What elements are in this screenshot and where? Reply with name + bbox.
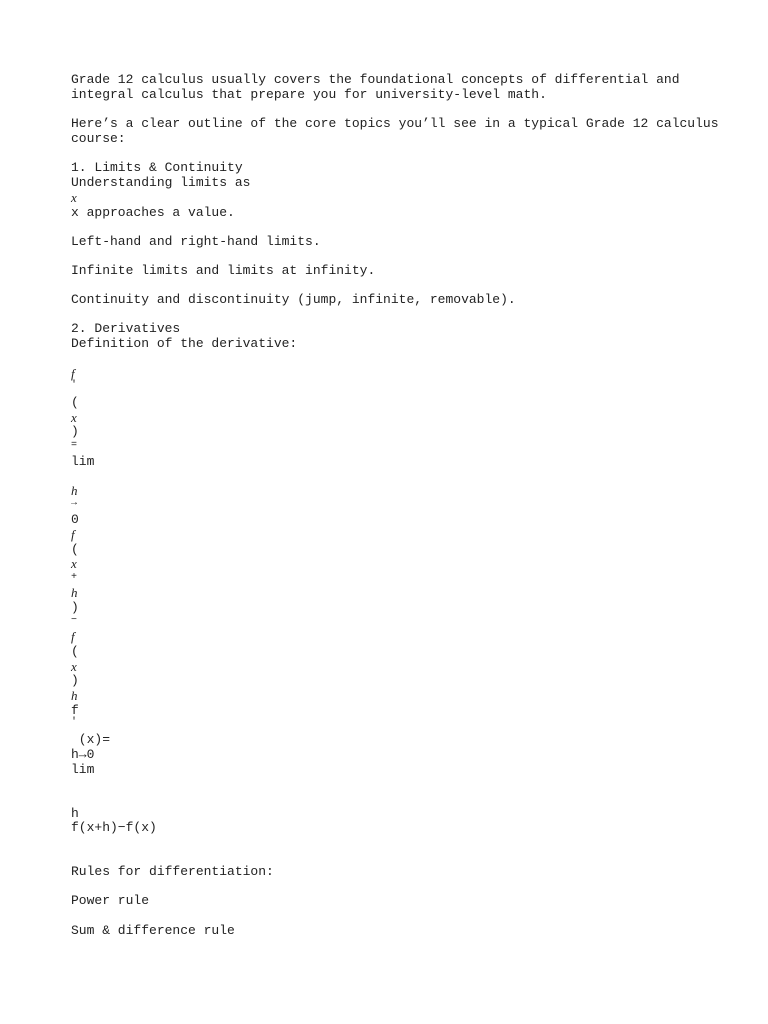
math-token: ′	[71, 380, 78, 391]
derivative-plain-text: lim	[71, 762, 95, 777]
math-token: +	[71, 572, 78, 583]
outline-line-2: course:	[71, 131, 126, 146]
limits-text: Understanding limits as	[71, 175, 251, 190]
math-token: h	[71, 585, 78, 600]
math-token: (	[71, 542, 79, 557]
math-token: f	[71, 703, 79, 718]
rule-power: Power rule	[71, 893, 150, 908]
math-token: (	[71, 644, 79, 659]
math-token: x	[71, 659, 77, 674]
math-token: 0	[71, 512, 79, 527]
math-token: x	[71, 556, 77, 571]
intro-line-2: integral calculus that prepare you for university-level math.	[71, 87, 547, 102]
math-token: h	[71, 483, 78, 498]
derivative-plain-text: (x)=	[71, 732, 111, 747]
limits-item-one-sided: Left-hand and right-hand limits.	[71, 234, 321, 249]
math-token: f	[71, 527, 75, 542]
limits-item-infinite: Infinite limits and limits at infinity.	[71, 263, 376, 278]
math-token: f	[71, 366, 75, 381]
math-token: =	[71, 440, 78, 451]
derivative-plain-text: h	[71, 806, 79, 821]
differentiation-rules-label: Rules for differentiation:	[71, 864, 274, 879]
math-token: )	[71, 673, 79, 688]
limits-item-continuity: Continuity and discontinuity (jump, infinite, removable).	[71, 292, 516, 307]
rule-sum-difference: Sum & difference rule	[71, 923, 235, 938]
derivative-plain-text: f(x+h)−f(x)	[71, 820, 157, 835]
math-token: )	[71, 600, 79, 615]
math-token: )	[71, 424, 79, 439]
math-token: f	[71, 629, 75, 644]
outline-line-1: Here’s a clear outline of the core topics you’ll see in a typical Grade 12 calculus	[71, 116, 719, 131]
math-token: lim	[71, 454, 95, 469]
limits-variable: x	[71, 190, 77, 205]
derivative-definition-label: Definition of the derivative:	[71, 336, 298, 351]
math-token: −	[71, 615, 78, 626]
math-token: h	[71, 688, 78, 703]
math-token: x	[71, 410, 77, 425]
limits-continuation: x approaches a value.	[71, 205, 235, 220]
section-2-heading: 2. Derivatives	[71, 321, 181, 336]
derivative-plain-text: h→0	[71, 747, 95, 762]
section-1-heading: 1. Limits & Continuity	[71, 160, 243, 175]
math-token: ′	[71, 717, 78, 728]
math-token: (	[71, 395, 79, 410]
intro-line-1: Grade 12 calculus usually covers the foundational concepts of differential and	[71, 72, 680, 87]
math-token: →	[71, 498, 78, 509]
